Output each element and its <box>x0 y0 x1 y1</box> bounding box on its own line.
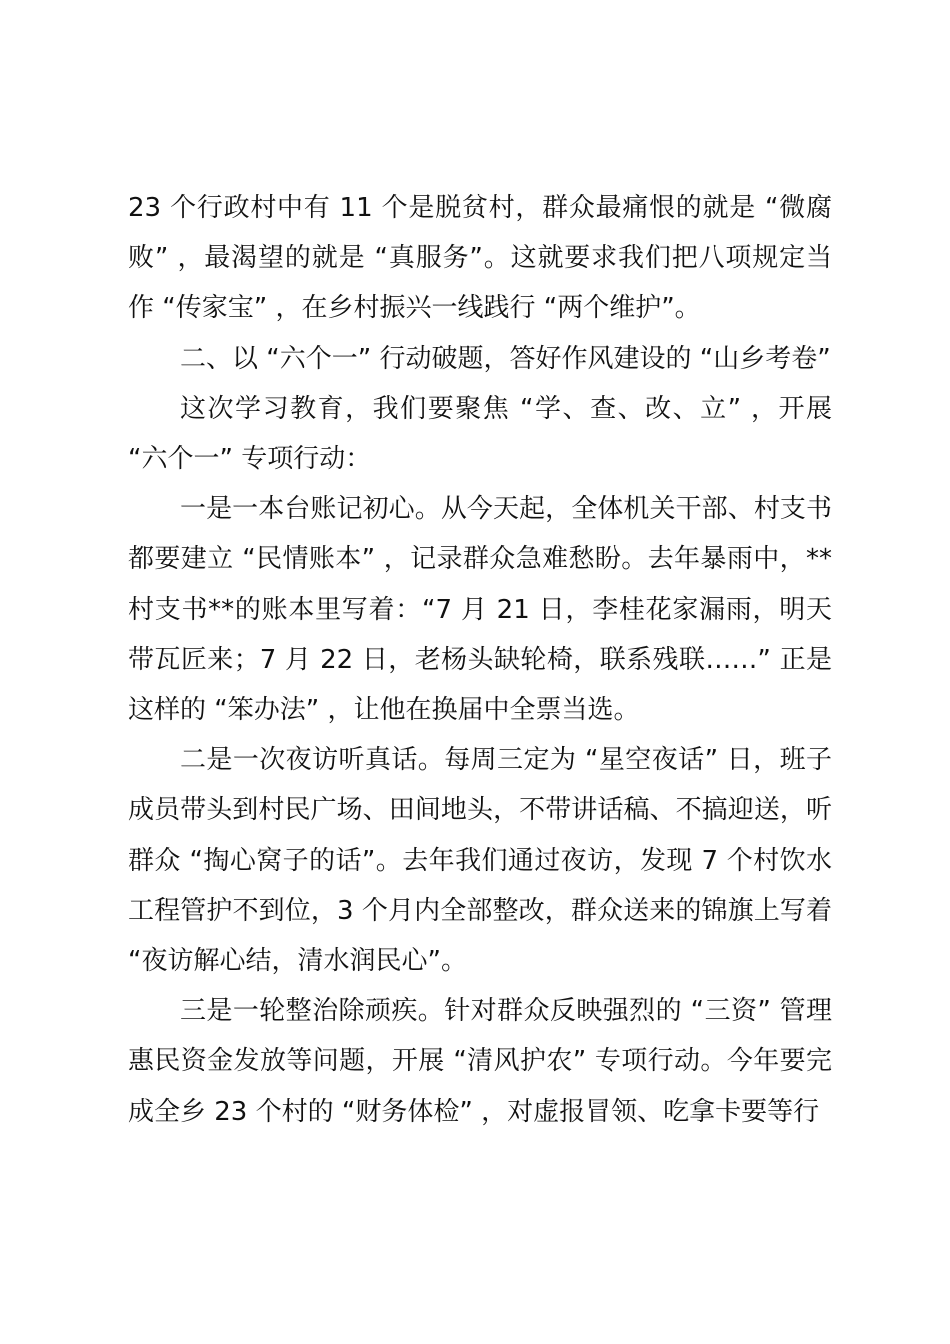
paragraph-1: 23 个行政村中有 11 个是脱贫村，群众最痛恨的就是 “微腐败” ，最渴望的就是 “真服务”。这就要求我们把八项规定当作 “传家宝” ，在乡村振兴一线践行 “两个维护”。 <box>128 193 832 324</box>
paragraph-3: 这次学习教育，我们要聚焦 “学、查、改、立” ，开展 “六个一” 专项行动： <box>128 393 832 475</box>
paragraph-6: 三是一轮整治除顽疾。针对群众反映强烈的 “三资” 管理惠民资金发放等问题，开展 “清风护农” 专项行动。今年要完成全乡 23 个村的 “财务体检” ，对虚报冒领、吃拿卡要等行 <box>128 996 832 1127</box>
paragraph-5: 二是一次夜访听真话。每周三定为 “星空夜话” 日，班子成员带头到村民广场、田间地头，不带讲话稿、不搞迎送，听群众 “掏心窝子的话”。去年我们通过夜访，发现 7 个村饮水工程管护不到位，3 个月内全部整改，群众送来的锦旗上写着 “夜访解心结，清水润民心”。 <box>128 745 832 977</box>
document-body <box>128 183 832 1137</box>
paragraph-4: 一是一本台账记初心。从今天起，全体机关干部、村支书都要建立 “民情账本” ，记录群众急难愁盼。去年暴雨中，**村支书**的账本里写着：“7 月 21 日，李桂花家漏雨，明天带瓦匠来；7 月 22 日，老杨头缺轮椅，联系残联……” 正是这样的 “笨办法” ，让他在换届中全票当选。 <box>128 494 832 726</box>
section-heading-2: 二、以 “六个一” 行动破题，答好作风建设的 “山乡考卷” <box>180 343 831 374</box>
